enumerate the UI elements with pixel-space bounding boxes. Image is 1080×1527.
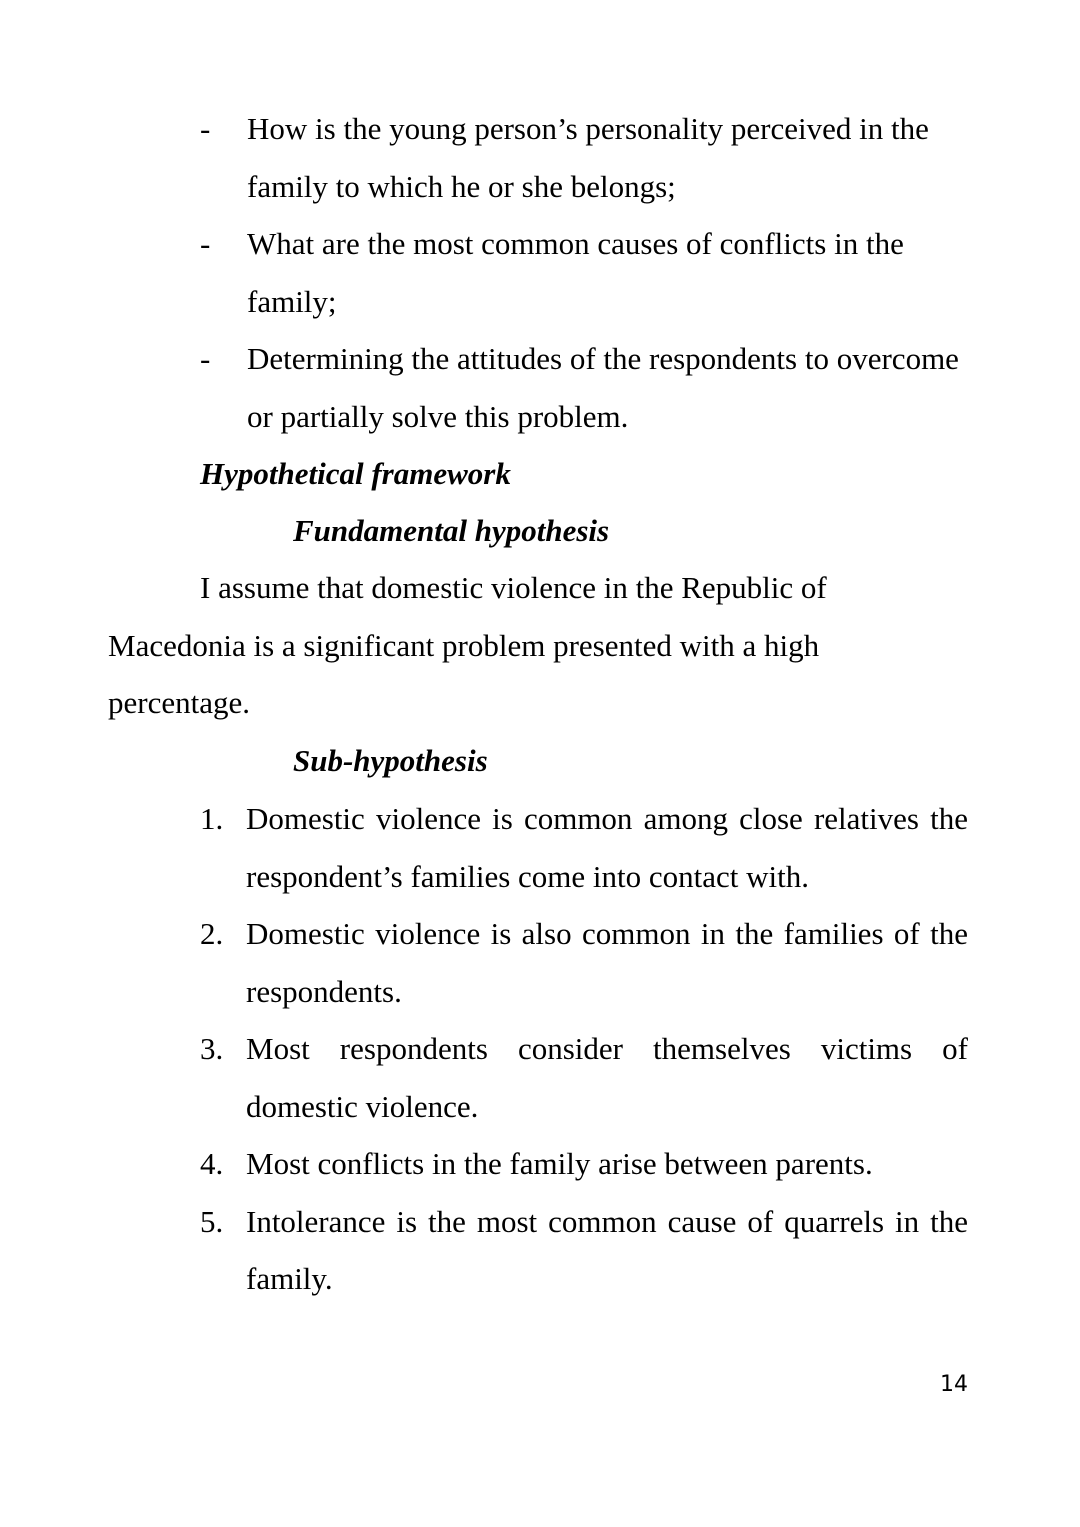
list-item-text: What are the most common causes of conflicts in the family;: [247, 226, 904, 319]
section-heading: Hypothetical framework: [200, 456, 511, 491]
list-item-text: Domestic violence is also common in the families of the respondents.: [246, 916, 968, 1009]
list-item-text: Domestic violence is common among close relatives the respondent’s families come into contact with.: [246, 801, 968, 894]
list-item: [200, 100, 970, 215]
page-number: 14: [940, 1372, 968, 1397]
list-item-text: Intolerance is the most common cause of quarrels in the family.: [246, 1203, 968, 1296]
list-item: [200, 1135, 968, 1193]
list-item: [200, 215, 970, 330]
sub-hypotheses-list: [200, 790, 968, 1308]
research-questions-list: [200, 100, 970, 445]
list-item-text: Determining the attitudes of the respondents to overcome or partially solve this problem.: [247, 341, 959, 434]
sub-hypothesis-heading: Sub-hypothesis: [293, 743, 488, 778]
list-number: 4.: [200, 1146, 224, 1181]
list-item: [200, 1193, 968, 1308]
dash-bullet: -: [200, 226, 211, 261]
list-item-text: Most respondents consider themselves victims of domestic violence.: [246, 1031, 968, 1124]
list-item: [200, 905, 968, 1020]
dash-bullet: -: [200, 341, 211, 376]
list-number: 3.: [200, 1031, 224, 1066]
list-number: 5.: [200, 1203, 224, 1239]
list-item-text: Most conflicts in the family arise between parents.: [246, 1146, 873, 1181]
list-item: [200, 1020, 968, 1135]
dash-bullet: -: [200, 111, 211, 146]
list-item: [200, 790, 968, 905]
list-item: [200, 330, 970, 445]
list-item-text: How is the young person’s personality perceived in the family to which he or she belongs;: [247, 111, 929, 204]
list-number: 1.: [200, 801, 224, 836]
fundamental-hypothesis-text: I assume that domestic violence in the Republic of Macedonia is a significant problem presented with a high percentage.: [108, 570, 827, 720]
fundamental-hypothesis-heading: Fundamental hypothesis: [293, 513, 610, 548]
list-number: 2.: [200, 916, 224, 951]
